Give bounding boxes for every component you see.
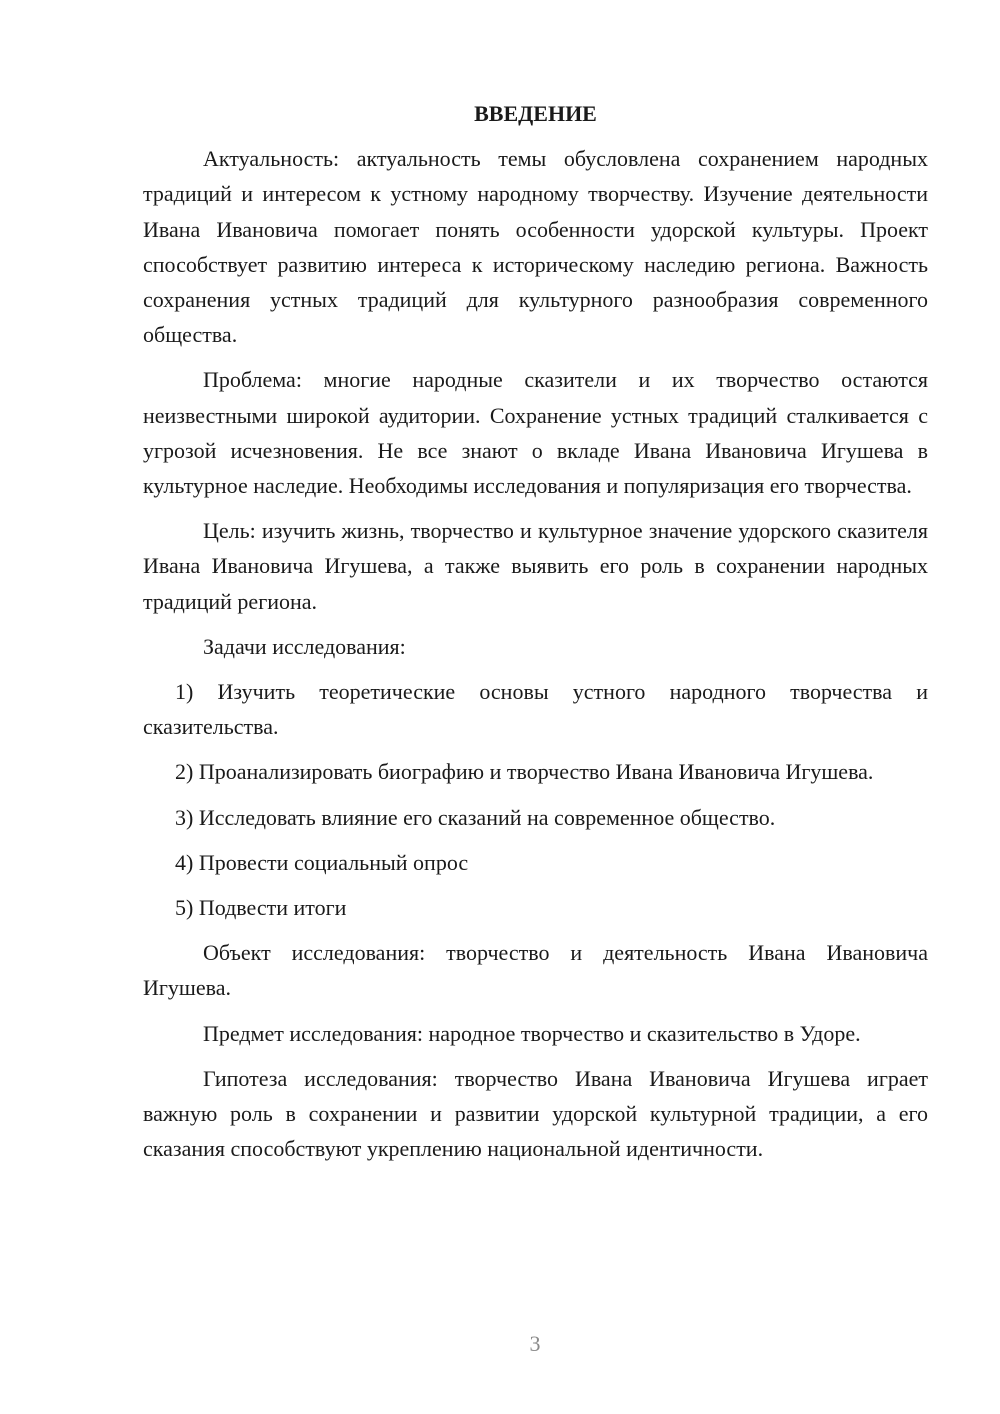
paragraph-subject: Предмет исследования: народное творчество и сказительство в Удоре. bbox=[203, 1020, 861, 1046]
paragraph-problem: Проблема: многие народные сказители и их творчество остаются неизвестными широкой аудитории. Сохранение устных традиций сталкивается с угрозой исчезновения. Не все знают о вкладе Ивана Ивановича Игушева в культурное наследие. Необходимы исследования и популяризация его творчества. bbox=[143, 367, 928, 499]
paragraph-goal: Цель: изучить жизнь, творчество и культурное значение удорского сказителя Ивана Ивановича Игушева, а также выявить его роль в сохранении народных традиций региона. bbox=[143, 518, 928, 614]
paragraph-relevance: Актуальность: актуальность темы обусловлена сохранением народных традиций и интересом к устному народному творчеству. Изучение деятельности Ивана Ивановича помогает понять особенности удорской культуры. Проект способствует развитию интереса к историческому наследию региона. Важность сохранения устных традиций для культурного разнообразия современного общества. bbox=[143, 146, 928, 348]
task-item-2: 2) Проанализировать биографию и творчество Ивана Ивановича Игушева. bbox=[175, 759, 874, 785]
paragraph-object: Объект исследования: творчество и деятельность Ивана Ивановича Игушева. bbox=[143, 940, 928, 1001]
paragraph-tasks-heading: Задачи исследования: bbox=[203, 633, 406, 659]
paragraph-hypothesis: Гипотеза исследования: творчество Ивана Ивановича Игушева играет важную роль в сохранении и развитии удорской культурной традиции, а его сказания способствуют укреплению национальной идентичности. bbox=[143, 1065, 928, 1162]
task-item-3: 3) Исследовать влияние его сказаний на современное общество. bbox=[175, 804, 776, 830]
page-title: ВВЕДЕНИЕ bbox=[474, 101, 597, 126]
page-content bbox=[143, 96, 928, 1176]
task-item-1: 1) Изучить теоретические основы устного народного творчества и сказительства. bbox=[143, 679, 928, 740]
task-item-4: 4) Провести социальный опрос bbox=[175, 849, 469, 875]
page-number: 3 bbox=[529, 1331, 541, 1356]
task-item-5: 5) Подвести итоги bbox=[175, 895, 347, 921]
